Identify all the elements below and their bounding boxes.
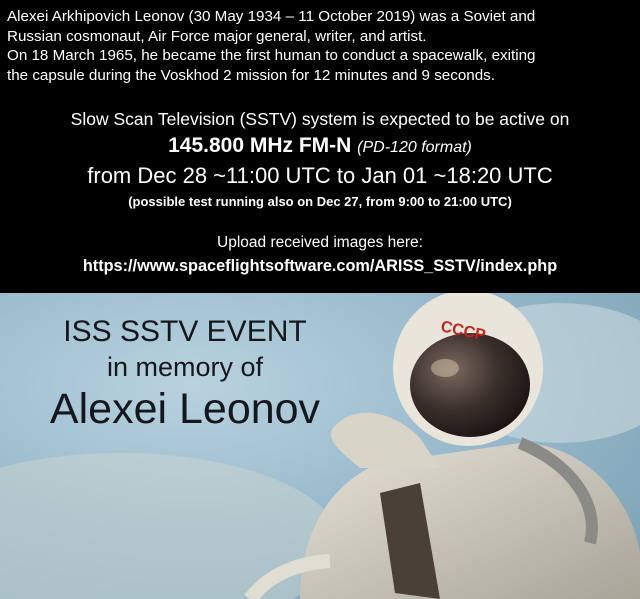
bio-line: Russian cosmonaut, Air Force major general, writer, and artist.	[7, 27, 427, 45]
sstv-intro: Slow Scan Television (SSTV) system is expected to be active on	[70, 109, 570, 129]
bio-line: Alexei Arkhipovich Leonov (30 May 1934 – 11 October 2019) was a Soviet and	[7, 8, 536, 25]
helmet-cccp-label: CCCP	[439, 318, 488, 345]
info-panel	[0, 0, 640, 293]
format: (PD-120 format)	[357, 139, 472, 156]
event-honoree: Alexei Leonov	[49, 385, 321, 433]
bio-line: On 18 March 1965, he became the first human to conduct a spacewalk, exiting	[7, 47, 536, 64]
test-note: (possible test running also on Dec 27, from 9:00 to 21:00 UTC)	[128, 194, 512, 209]
frequency-line	[0, 134, 640, 158]
upload-url-link[interactable]: https://www.spaceflightsoftware.com/ARISS_SSTV/index.php	[82, 257, 558, 275]
event-title: ISS SSTV EVENT	[63, 315, 307, 348]
event-subtitle: in memory of	[106, 352, 264, 382]
bio-text	[7, 7, 637, 85]
bio-line: the capsule during the Voskhod 2 mission for 12 minutes and 9 seconds.	[7, 66, 495, 84]
upload-label: Upload received images here:	[217, 234, 423, 251]
cosmonaut-photo	[0, 293, 640, 599]
schedule: from Dec 28 ~11:00 UTC to Jan 01 ~18:20 UTC	[87, 163, 553, 188]
frequency: 145.800 MHz FM-N	[168, 134, 352, 157]
